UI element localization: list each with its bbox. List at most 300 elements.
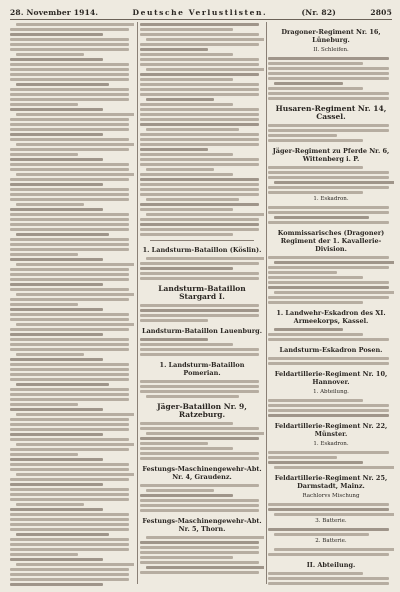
illegible-text-line bbox=[10, 463, 129, 466]
illegible-text-line bbox=[10, 208, 103, 211]
header-page-number: 2805 bbox=[370, 7, 392, 17]
illegible-text-line bbox=[140, 484, 259, 487]
illegible-text-line bbox=[10, 388, 129, 391]
section-heading: Husaren-Regiment Nr. 14, Cassel. bbox=[275, 104, 387, 121]
section-heading: Jäger-Bataillon Nr. 9, Ratzeburg. bbox=[157, 402, 247, 419]
illegible-text-line bbox=[140, 427, 259, 430]
illegible-text-line bbox=[10, 133, 103, 136]
section-heading: II. Abteilung. bbox=[306, 561, 356, 569]
section-heading: Kommissarisches (Dragoner) Regiment der 1. Kavallerie-Division. bbox=[277, 229, 385, 253]
illegible-text-line bbox=[10, 428, 129, 431]
text-block bbox=[268, 124, 394, 142]
illegible-text-line bbox=[140, 561, 259, 564]
illegible-text-line bbox=[140, 390, 259, 393]
illegible-text-line bbox=[10, 488, 129, 491]
illegible-text-line bbox=[10, 358, 103, 361]
subsection-heading: 1. Abteilung. bbox=[313, 389, 349, 395]
illegible-text-line bbox=[10, 63, 129, 66]
header-title: Deutsche Verlustlisten. bbox=[132, 7, 268, 17]
illegible-text-line bbox=[268, 404, 389, 407]
illegible-text-line bbox=[140, 153, 233, 156]
illegible-text-line bbox=[268, 276, 363, 279]
section-heading: Landsturm-Bataillon Stargard I. bbox=[158, 284, 246, 301]
illegible-text-line bbox=[16, 533, 109, 536]
illegible-text-line bbox=[268, 206, 389, 209]
illegible-text-line bbox=[140, 123, 259, 126]
illegible-text-line bbox=[268, 528, 389, 531]
illegible-text-line bbox=[140, 118, 259, 121]
illegible-text-line bbox=[268, 97, 389, 100]
illegible-text-line bbox=[268, 134, 337, 137]
illegible-text-line bbox=[10, 458, 103, 461]
illegible-text-line bbox=[10, 478, 129, 481]
illegible-text-line bbox=[268, 191, 363, 194]
illegible-text-line bbox=[140, 304, 259, 307]
illegible-text-line bbox=[140, 571, 259, 574]
illegible-text-line bbox=[16, 83, 109, 86]
illegible-text-line bbox=[268, 62, 363, 65]
illegible-text-line bbox=[10, 38, 129, 41]
illegible-text-line bbox=[10, 373, 129, 376]
text-block bbox=[268, 548, 394, 556]
illegible-text-line bbox=[274, 533, 369, 536]
illegible-text-line bbox=[10, 128, 129, 131]
illegible-text-line bbox=[10, 108, 103, 111]
illegible-text-line bbox=[268, 357, 389, 360]
page-header bbox=[10, 6, 392, 18]
illegible-text-line bbox=[140, 43, 259, 46]
illegible-text-line bbox=[140, 343, 233, 346]
illegible-text-line bbox=[140, 457, 259, 460]
illegible-text-line bbox=[10, 578, 129, 581]
illegible-text-line bbox=[268, 296, 389, 299]
text-block bbox=[140, 422, 264, 460]
column-divider bbox=[137, 22, 138, 584]
illegible-text-line bbox=[140, 208, 233, 211]
illegible-text-line bbox=[140, 452, 259, 455]
illegible-text-line bbox=[140, 314, 259, 317]
illegible-text-line bbox=[10, 553, 78, 556]
section-heading: 1. Landwehr-Eskadron des XI. Armeekorps, Kassel. bbox=[276, 309, 386, 325]
illegible-text-line bbox=[140, 173, 233, 176]
illegible-text-line bbox=[140, 504, 259, 507]
illegible-text-line bbox=[140, 262, 259, 265]
illegible-text-line bbox=[140, 138, 259, 141]
illegible-text-line bbox=[140, 158, 259, 161]
illegible-text-line bbox=[140, 113, 259, 116]
illegible-text-line bbox=[268, 281, 389, 284]
illegible-text-line bbox=[268, 301, 363, 304]
illegible-text-line bbox=[146, 213, 264, 216]
illegible-text-line bbox=[10, 403, 78, 406]
illegible-text-line bbox=[274, 82, 343, 85]
illegible-text-line bbox=[16, 353, 84, 356]
section-heading: Feldartillerie-Regiment Nr. 10, Hannover. bbox=[274, 370, 388, 386]
illegible-text-line bbox=[274, 513, 394, 516]
illegible-text-line bbox=[16, 443, 134, 446]
illegible-text-line bbox=[10, 333, 103, 336]
illegible-text-line bbox=[16, 383, 109, 386]
illegible-text-line bbox=[146, 198, 239, 201]
illegible-text-line bbox=[10, 198, 129, 201]
illegible-text-line bbox=[140, 494, 233, 497]
illegible-text-line bbox=[10, 93, 129, 96]
illegible-text-line bbox=[268, 92, 389, 95]
text-block bbox=[268, 399, 394, 417]
illegible-text-line bbox=[10, 498, 129, 501]
illegible-text-line bbox=[10, 448, 129, 451]
illegible-text-line bbox=[140, 499, 259, 502]
illegible-text-line bbox=[140, 509, 259, 512]
illegible-text-line bbox=[10, 543, 129, 546]
text-block bbox=[140, 380, 264, 398]
illegible-text-line bbox=[146, 128, 239, 131]
illegible-text-line bbox=[10, 558, 103, 561]
illegible-text-line bbox=[140, 143, 259, 146]
illegible-text-line bbox=[268, 77, 389, 80]
illegible-text-line bbox=[10, 303, 78, 306]
illegible-text-line bbox=[140, 338, 208, 341]
illegible-text-line bbox=[268, 256, 389, 259]
illegible-text-line bbox=[10, 218, 129, 221]
illegible-text-line bbox=[146, 489, 214, 492]
illegible-text-line bbox=[268, 67, 389, 70]
illegible-text-line bbox=[146, 38, 264, 41]
illegible-text-line bbox=[10, 258, 103, 261]
illegible-text-line bbox=[146, 432, 264, 435]
column-divider bbox=[266, 22, 267, 584]
illegible-text-line bbox=[10, 348, 129, 351]
text-block bbox=[140, 208, 264, 236]
illegible-text-line bbox=[268, 176, 389, 179]
illegible-text-line bbox=[140, 277, 259, 280]
section-heading: Jäger-Regiment zu Pferde Nr. 6, Wittenberg i. P. bbox=[272, 147, 390, 163]
illegible-text-line bbox=[268, 508, 389, 511]
illegible-text-line bbox=[268, 451, 389, 454]
illegible-text-line bbox=[10, 238, 129, 241]
illegible-text-line bbox=[10, 318, 129, 321]
illegible-text-line bbox=[268, 338, 389, 341]
illegible-text-line bbox=[268, 124, 389, 127]
illegible-text-line bbox=[268, 139, 363, 142]
illegible-text-line bbox=[268, 271, 337, 274]
illegible-text-line bbox=[16, 173, 134, 176]
illegible-text-line bbox=[140, 437, 259, 440]
illegible-text-line bbox=[268, 266, 389, 269]
illegible-text-line bbox=[10, 308, 103, 311]
text-block bbox=[140, 484, 264, 512]
illegible-text-line bbox=[268, 286, 389, 289]
illegible-text-line bbox=[10, 223, 129, 226]
illegible-text-line bbox=[10, 158, 103, 161]
illegible-text-line bbox=[10, 148, 129, 151]
illegible-text-line bbox=[10, 363, 129, 366]
illegible-text-line bbox=[268, 399, 363, 402]
text-block bbox=[140, 338, 264, 356]
illegible-text-line bbox=[10, 43, 129, 46]
illegible-text-line bbox=[16, 263, 134, 266]
illegible-text-line bbox=[10, 288, 129, 291]
illegible-text-line bbox=[146, 395, 239, 398]
illegible-text-line bbox=[140, 183, 259, 186]
illegible-text-line bbox=[10, 273, 129, 276]
illegible-text-line bbox=[10, 518, 129, 521]
illegible-text-line bbox=[140, 218, 259, 221]
illegible-text-line bbox=[10, 328, 129, 331]
illegible-text-line bbox=[140, 88, 259, 91]
illegible-text-line bbox=[268, 87, 363, 90]
section-heading: 1. Landsturm-Bataillon Pomerian. bbox=[159, 361, 245, 377]
illegible-text-line bbox=[16, 323, 134, 326]
illegible-text-line bbox=[146, 536, 264, 539]
illegible-text-line bbox=[146, 257, 264, 260]
illegible-text-line bbox=[10, 583, 103, 586]
text-block bbox=[268, 528, 394, 536]
illegible-text-line bbox=[10, 58, 103, 61]
illegible-text-line bbox=[10, 418, 129, 421]
illegible-text-line bbox=[140, 551, 259, 554]
illegible-text-line bbox=[16, 503, 84, 506]
illegible-text-line bbox=[268, 57, 389, 60]
illegible-text-line bbox=[10, 243, 129, 246]
illegible-text-line bbox=[10, 453, 78, 456]
section-heading: Dragoner-Regiment Nr. 16, Lüneburg. bbox=[281, 28, 381, 44]
illegible-text-line bbox=[140, 348, 259, 351]
illegible-text-line bbox=[140, 380, 259, 383]
text-block bbox=[268, 256, 394, 304]
text-block bbox=[268, 166, 394, 194]
illegible-text-line bbox=[10, 248, 129, 251]
illegible-text-line bbox=[140, 103, 233, 106]
illegible-text-line bbox=[268, 553, 389, 556]
subsection-heading: Rachlorvs Mischung bbox=[302, 493, 360, 499]
text-block bbox=[268, 357, 394, 365]
illegible-text-line bbox=[268, 129, 389, 132]
illegible-text-line bbox=[16, 53, 84, 56]
column-1 bbox=[10, 23, 134, 586]
illegible-text-line bbox=[10, 118, 129, 121]
illegible-text-line bbox=[16, 233, 109, 236]
illegible-text-line bbox=[10, 88, 129, 91]
illegible-text-line bbox=[268, 166, 363, 169]
illegible-text-line bbox=[10, 408, 103, 411]
illegible-text-line bbox=[140, 53, 233, 56]
illegible-text-line bbox=[146, 98, 214, 101]
illegible-text-line bbox=[10, 423, 129, 426]
illegible-text-line bbox=[140, 447, 233, 450]
text-block bbox=[140, 158, 264, 206]
illegible-text-line bbox=[10, 508, 103, 511]
illegible-text-line bbox=[10, 228, 129, 231]
illegible-text-line bbox=[140, 422, 233, 425]
illegible-text-line bbox=[140, 309, 259, 312]
illegible-text-line bbox=[10, 188, 129, 191]
illegible-text-line bbox=[274, 181, 394, 184]
illegible-text-line bbox=[140, 319, 208, 322]
illegible-text-line bbox=[274, 216, 369, 219]
illegible-text-line bbox=[10, 378, 129, 381]
illegible-text-line bbox=[10, 253, 78, 256]
subsection-heading: 3. Batterie. bbox=[315, 518, 347, 524]
illegible-text-line bbox=[10, 438, 129, 441]
illegible-text-line bbox=[140, 48, 208, 51]
illegible-text-line bbox=[16, 413, 134, 416]
section-heading: Landsturm-Bataillon Lauenburg. bbox=[142, 327, 262, 335]
section-heading: Feldartillerie-Regiment Nr. 25, Darmstadt, Mainz. bbox=[274, 474, 388, 490]
illegible-text-line bbox=[268, 211, 389, 214]
illegible-text-line bbox=[140, 163, 259, 166]
section-heading: Festungs-Maschinengewehr-Abt. Nr. 5, Thorn. bbox=[142, 517, 262, 533]
illegible-text-line bbox=[140, 233, 233, 236]
illegible-text-line bbox=[10, 548, 129, 551]
illegible-text-line bbox=[16, 113, 134, 116]
illegible-text-line bbox=[268, 503, 389, 506]
illegible-text-line bbox=[10, 398, 129, 401]
illegible-text-line bbox=[140, 442, 208, 445]
illegible-text-line bbox=[274, 466, 394, 469]
illegible-text-line bbox=[268, 186, 389, 189]
illegible-text-line bbox=[140, 546, 259, 549]
illegible-text-line bbox=[10, 163, 129, 166]
illegible-text-line bbox=[10, 183, 103, 186]
illegible-text-line bbox=[268, 171, 389, 174]
illegible-text-line bbox=[140, 148, 208, 151]
illegible-text-line bbox=[140, 73, 259, 76]
subsection-heading: 2. Batterie. bbox=[315, 538, 347, 544]
illegible-text-line bbox=[10, 313, 129, 316]
illegible-text-line bbox=[140, 541, 259, 544]
section-heading: Landsturm-Eskadron Posen. bbox=[279, 346, 383, 354]
illegible-text-line bbox=[140, 28, 233, 31]
illegible-text-line bbox=[268, 461, 363, 464]
illegible-text-line bbox=[268, 577, 389, 580]
illegible-text-line bbox=[146, 68, 264, 71]
illegible-text-line bbox=[10, 573, 129, 576]
illegible-text-line bbox=[140, 33, 259, 36]
illegible-text-line bbox=[10, 433, 103, 436]
illegible-text-line bbox=[10, 98, 129, 101]
illegible-text-line bbox=[10, 48, 129, 51]
illegible-text-line bbox=[10, 393, 129, 396]
illegible-text-line bbox=[10, 278, 129, 281]
section-heading: Festungs-Maschinengewehr-Abt. Nr. 4, Graudenz. bbox=[142, 465, 262, 481]
section-heading: Feldartillerie-Regiment Nr. 22, Münster. bbox=[274, 422, 388, 438]
header-date: 28. November 1914. bbox=[10, 7, 99, 17]
illegible-text-line bbox=[10, 283, 103, 286]
illegible-text-line bbox=[10, 368, 129, 371]
illegible-text-line bbox=[140, 556, 233, 559]
illegible-text-line bbox=[10, 138, 129, 141]
illegible-text-line bbox=[140, 385, 259, 388]
header-issue: (Nr. 82) bbox=[301, 7, 337, 17]
illegible-text-line bbox=[10, 68, 129, 71]
illegible-text-line bbox=[10, 298, 129, 301]
illegible-text-line bbox=[10, 168, 129, 171]
illegible-text-line bbox=[274, 548, 394, 551]
illegible-text-line bbox=[10, 468, 129, 471]
subsection-heading: II. Schleifen. bbox=[313, 47, 349, 53]
section-rule bbox=[150, 240, 254, 241]
illegible-text-line bbox=[10, 33, 103, 36]
text-block bbox=[268, 503, 394, 516]
illegible-text-line bbox=[268, 221, 389, 224]
subsection-heading: 1. Eskadron. bbox=[313, 441, 349, 447]
text-block bbox=[268, 206, 394, 224]
illegible-text-line bbox=[10, 178, 129, 181]
illegible-text-line bbox=[10, 528, 129, 531]
illegible-text-line bbox=[16, 563, 134, 566]
illegible-text-line bbox=[140, 63, 259, 66]
illegible-text-line bbox=[10, 123, 129, 126]
illegible-text-line bbox=[268, 72, 389, 75]
illegible-text-line bbox=[268, 582, 389, 585]
column-3 bbox=[268, 23, 394, 586]
illegible-text-line bbox=[268, 409, 389, 412]
illegible-text-line bbox=[140, 272, 259, 275]
illegible-text-line bbox=[268, 456, 337, 459]
header-rule bbox=[10, 19, 392, 20]
illegible-text-line bbox=[140, 228, 259, 231]
illegible-text-line bbox=[10, 338, 129, 341]
section-heading: 1. Landsturm-Bataillon (Köslin). bbox=[142, 246, 262, 254]
illegible-text-line bbox=[140, 58, 259, 61]
illegible-text-line bbox=[140, 178, 259, 181]
text-block bbox=[268, 451, 394, 469]
subsection-heading: 1. Eskadron. bbox=[313, 196, 349, 202]
illegible-text-line bbox=[10, 568, 129, 571]
illegible-text-line bbox=[10, 483, 103, 486]
illegible-text-line bbox=[140, 188, 259, 191]
illegible-text-line bbox=[146, 566, 264, 569]
illegible-text-line bbox=[140, 23, 259, 26]
illegible-text-line bbox=[10, 153, 78, 156]
text-block bbox=[268, 57, 394, 100]
illegible-text-line bbox=[10, 103, 78, 106]
illegible-text-line bbox=[140, 93, 259, 96]
illegible-text-line bbox=[140, 78, 233, 81]
illegible-text-line bbox=[274, 291, 394, 294]
illegible-text-line bbox=[16, 473, 134, 476]
illegible-text-line bbox=[140, 223, 259, 226]
illegible-text-line bbox=[268, 414, 389, 417]
column-2 bbox=[140, 23, 264, 586]
text-block bbox=[140, 257, 264, 280]
illegible-text-line bbox=[268, 333, 363, 336]
illegible-text-line bbox=[140, 83, 259, 86]
illegible-text-line bbox=[10, 193, 129, 196]
illegible-text-line bbox=[10, 28, 129, 31]
illegible-text-line bbox=[16, 143, 134, 146]
illegible-text-line bbox=[146, 168, 214, 171]
illegible-text-line bbox=[10, 538, 129, 541]
illegible-text-line bbox=[140, 108, 259, 111]
illegible-text-line bbox=[140, 203, 259, 206]
text-block bbox=[268, 572, 394, 586]
illegible-text-line bbox=[10, 493, 129, 496]
illegible-text-line bbox=[274, 261, 394, 264]
text-block bbox=[140, 23, 264, 156]
illegible-text-line bbox=[16, 293, 134, 296]
illegible-text-line bbox=[268, 362, 389, 365]
illegible-text-line bbox=[274, 328, 343, 331]
illegible-text-line bbox=[140, 133, 259, 136]
text-block bbox=[140, 304, 264, 322]
illegible-text-line bbox=[140, 193, 259, 196]
illegible-text-line bbox=[10, 213, 129, 216]
illegible-text-line bbox=[10, 268, 129, 271]
illegible-text-line bbox=[10, 73, 129, 76]
illegible-text-line bbox=[140, 267, 233, 270]
